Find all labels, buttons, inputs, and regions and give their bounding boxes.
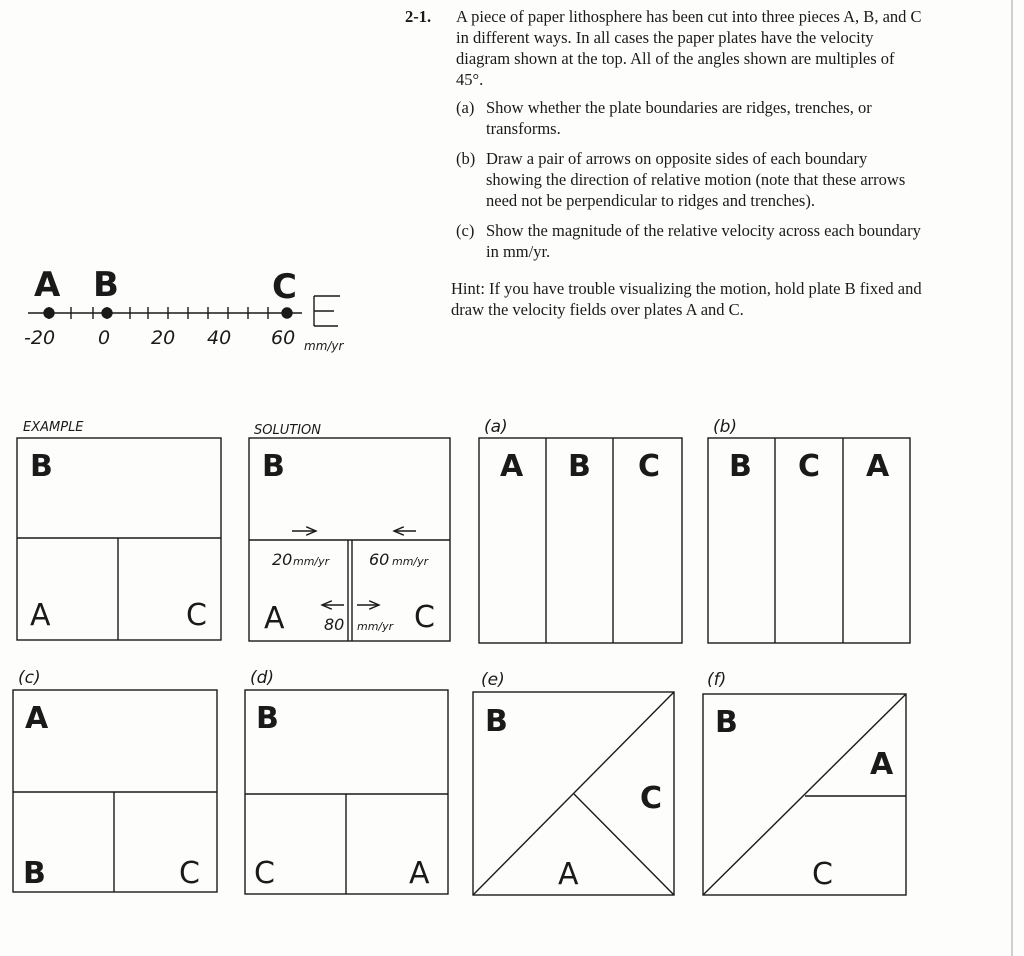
- part-b-text: Draw a pair of arrows on opposite sides of each boundary showing the direction of relative motion (note that these arrows need not be perpendicular to ridges and trenches).: [486, 149, 906, 210]
- panel-a: [479, 417, 682, 643]
- rate-value: 60: [369, 550, 390, 569]
- plate-label: B: [256, 701, 279, 736]
- part-a: [456, 97, 925, 139]
- part-a-text: Show whether the plate boundaries are ridges, trenches, or transforms.: [486, 98, 872, 138]
- plate-a-dot: [44, 308, 54, 318]
- plate-label: C: [186, 598, 207, 633]
- problem-number: 2-1.: [405, 7, 432, 26]
- panel-b: [708, 417, 910, 643]
- plate-label: C: [638, 449, 661, 484]
- panel-title: (e): [481, 670, 505, 690]
- part-a-label: (a): [456, 98, 475, 117]
- plate-label: A: [866, 449, 890, 484]
- problem-intro: A piece of paper lithosphere has been cut into three pieces A, B, and C in different ways. In all cases the paper plates have the velocity diagram shown at the top. All of the angles shown are multiples of 45°.: [456, 7, 922, 89]
- panel-d: [245, 668, 448, 894]
- plate-label: A: [558, 857, 579, 892]
- rate-unit: mm/yr: [357, 620, 394, 633]
- plate-label: B: [715, 705, 738, 740]
- panel-title: EXAMPLE: [23, 420, 84, 435]
- plate-label: B: [729, 449, 752, 484]
- plate-label: A: [870, 747, 894, 782]
- panel-title: (b): [713, 417, 738, 437]
- problem-parts: [456, 97, 925, 262]
- plate-label: C: [812, 857, 833, 892]
- part-c-text: Show the magnitude of the relative velocity across each boundary in mm/yr.: [486, 221, 921, 261]
- plate-label: B: [568, 449, 591, 484]
- axis-ticks: [49, 307, 268, 319]
- plate-label: C: [179, 856, 200, 891]
- panel-example: [17, 420, 221, 640]
- plate-label: C: [254, 856, 275, 891]
- velocity-diagram: [28, 296, 340, 326]
- plate-label: A: [409, 856, 430, 891]
- panel-e: [473, 670, 674, 895]
- plate-c-dot: [282, 308, 292, 318]
- velocity-unit: mm/yr: [304, 339, 344, 353]
- page-edge: [1011, 0, 1013, 956]
- plate-label: A: [500, 449, 524, 484]
- plate-label: A: [264, 601, 285, 636]
- part-c-label: (c): [456, 221, 475, 240]
- plate-label: B: [23, 856, 46, 891]
- panel-solution: [249, 423, 450, 641]
- part-b: [456, 148, 925, 211]
- panel-title: (d): [250, 668, 275, 688]
- east-arrow-icon: [314, 296, 340, 326]
- panel-title: (f): [707, 670, 727, 690]
- part-b-label: (b): [456, 149, 476, 168]
- rate-value: 80: [324, 615, 345, 634]
- panel-title: SOLUTION: [254, 423, 321, 438]
- tick-label: 40: [207, 327, 232, 349]
- plate-a-label: A: [34, 265, 61, 305]
- panel-title: (a): [484, 417, 508, 437]
- hint: Hint: If you have trouble visualizing the motion, hold plate B fixed and draw the velocity fields over plates A and C.: [451, 279, 922, 319]
- tick-label: 0: [98, 327, 111, 349]
- tick-label: 20: [151, 327, 176, 349]
- problem-statement: [405, 6, 925, 320]
- plate-label: B: [30, 449, 53, 484]
- rate-unit: mm/yr: [392, 555, 429, 568]
- panel-f: [703, 670, 906, 895]
- plate-label: C: [640, 781, 663, 816]
- plate-b-label: B: [93, 265, 119, 305]
- plate-c-label: C: [272, 267, 297, 307]
- rate-unit: mm/yr: [293, 555, 330, 568]
- plate-label: B: [485, 704, 508, 739]
- plate-b-dot: [102, 308, 112, 318]
- panel-title: (c): [18, 668, 41, 688]
- part-c: [456, 220, 925, 262]
- tick-label: 60: [271, 327, 296, 349]
- plate-label: B: [262, 449, 285, 484]
- plate-label: C: [798, 449, 821, 484]
- tick-label: -20: [24, 327, 56, 349]
- plate-label: C: [414, 600, 435, 635]
- rate-value: 20: [272, 550, 293, 569]
- plate-label: A: [25, 701, 49, 736]
- panel-c: [13, 668, 217, 892]
- plate-label: A: [30, 598, 51, 633]
